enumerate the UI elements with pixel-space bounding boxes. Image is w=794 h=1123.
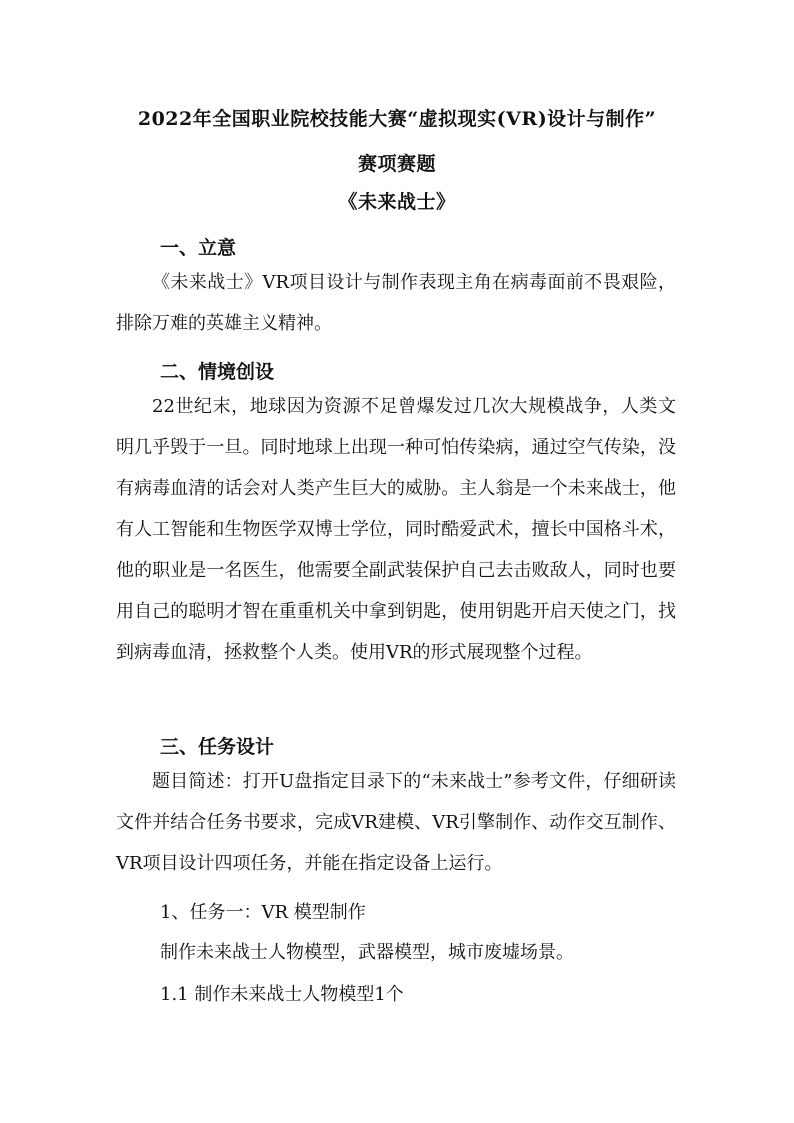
section-paragraph-scenario: 22世纪末，地球因为资源不足曾爆发过几次大规模战争，人类文明几乎毁于一旦。同时地球上出现一种可怕传染病，通过空气传染，没有病毒血清的话会对人类产生巨大的威胁。主人翁是一个未来战士，他有人工智能和生物医学双博士学位，同时酷爱武术，擅长中国格斗术，他的职业是一名医生，他需要全副武装保护自己去击败敌人，同时也要用自己的聪明才智在重重机关中拿到钥匙，使用钥匙开启天使之门，找到病毒血清，拯救整个人类。使用VR的形式展现整个过程。 xyxy=(116,396,676,663)
document-title-line-1: 2022年全国职业院校技能大赛“虚拟现实(VR)设计与制作” xyxy=(137,108,657,130)
task-one-heading: 1、任务一：VR 模型制作 xyxy=(160,902,366,923)
section-heading-purpose: 一、立意 xyxy=(160,237,237,259)
section-heading-task-design: 三、任务设计 xyxy=(160,736,275,758)
section-paragraph-purpose: 《未来战士》VR项目设计与制作表现主角在病毒面前不畏艰险，排除万难的英雄主义精神。 xyxy=(116,272,676,334)
task-one-intro: 制作未来战士人物模型，武器模型，城市废墟场景。 xyxy=(160,942,574,963)
task-one-item-1: 1.1 制作未来战士人物模型1个 xyxy=(160,984,404,1005)
section-heading-scenario: 二、情境创设 xyxy=(160,361,275,383)
section-paragraph-task-design: 题目简述：打开U盘指定目录下的“未来战士”参考文件，仔细研读文件并结合任务书要求，完成VR建模、VR引擎制作、动作交互制作、VR项目设计四项任务，并能在指定设备上运行。 xyxy=(116,771,676,874)
document-title-line-3: 《未来战士》 xyxy=(338,191,456,213)
document-title-line-2: 赛项赛题 xyxy=(357,153,436,175)
